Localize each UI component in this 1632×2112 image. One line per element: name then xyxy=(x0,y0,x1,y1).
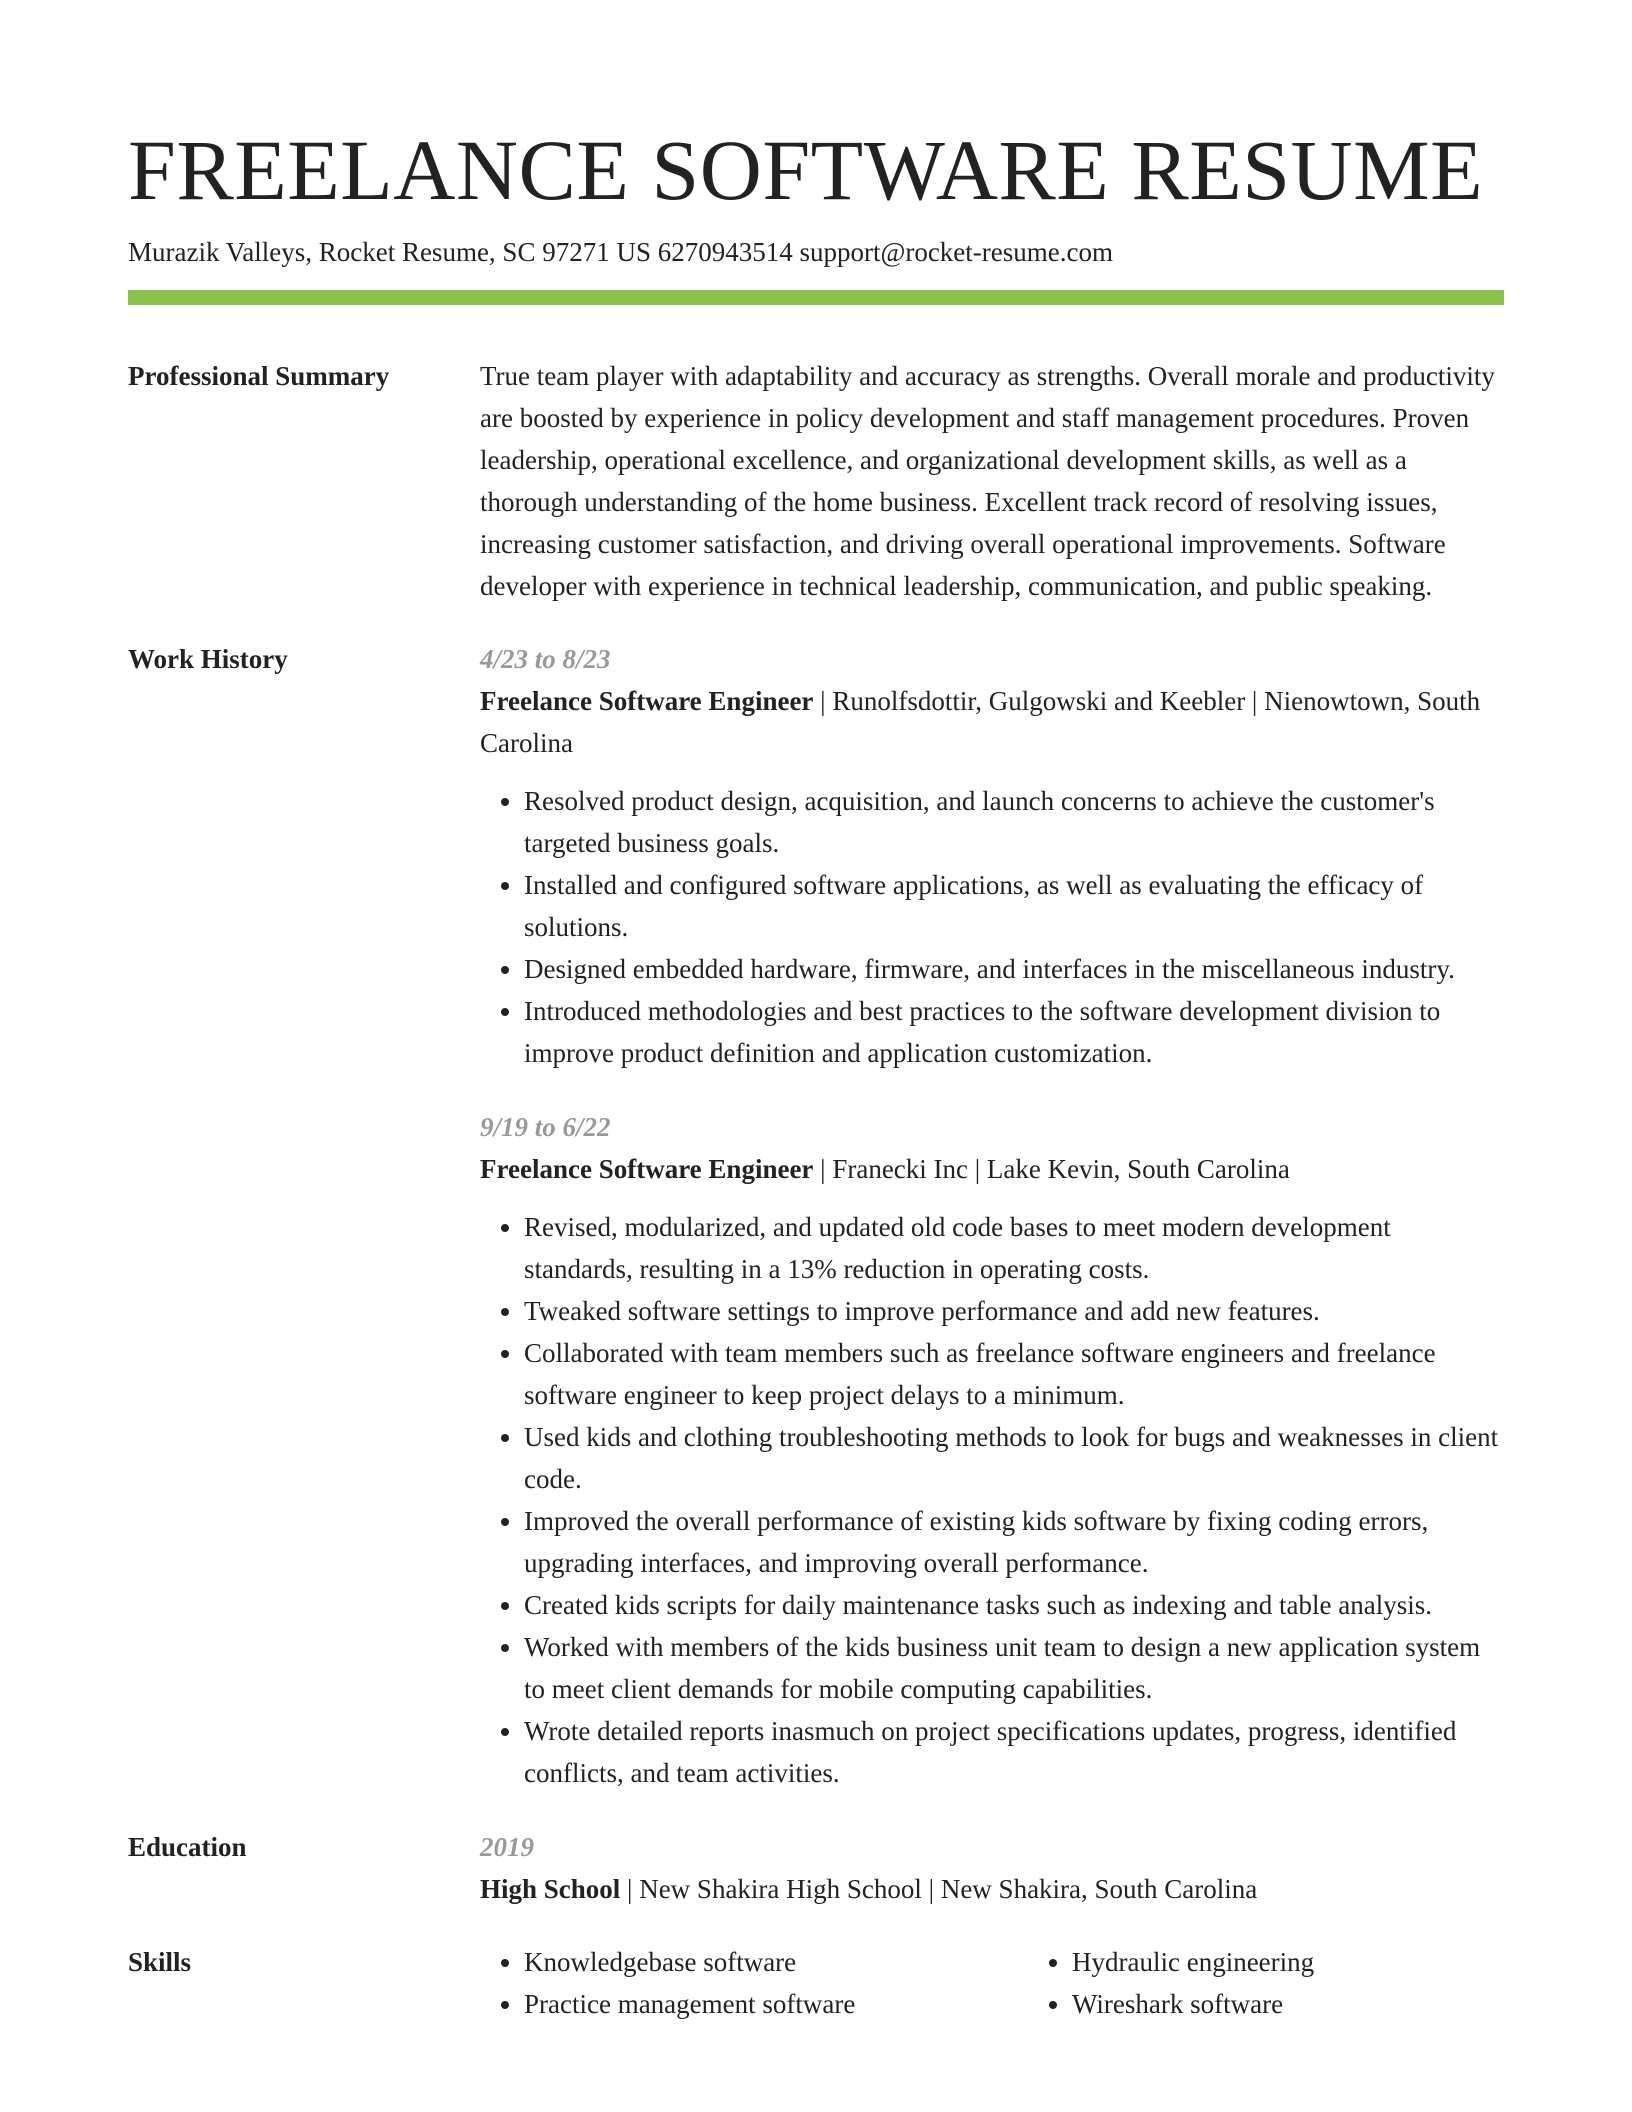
contact-line: Murazik Valleys, Rocket Resume, SC 97271 US 6270943514 support@rocket-resume.com xyxy=(128,237,1113,267)
skills-column-left xyxy=(480,1941,1028,2025)
skills-column-right xyxy=(1028,1941,1576,2025)
work-history-body xyxy=(480,638,1504,1794)
education-section xyxy=(128,1826,1504,1910)
section-label-summary: Professional Summary xyxy=(128,361,390,391)
education-body xyxy=(480,1826,1504,1910)
job-heading xyxy=(480,680,1504,764)
job-bullet: • Used kids and clothing troubleshooting methods to look for bugs and weaknesses in client code. xyxy=(524,1416,1504,1500)
job-bullet: • Improved the overall performance of existing kids software by fixing coding errors, upgrading interfaces, and improving overall performance. xyxy=(524,1500,1504,1584)
skill-item: • Wireshark software xyxy=(1072,1983,1576,2025)
job-dates: 9/19 to 6/22 xyxy=(480,1112,611,1142)
job-title: Freelance Software Engineer xyxy=(480,686,814,716)
job-bullet: • Revised, modularized, and updated old code bases to meet modern development standards, resulting in a 13% reduction in operating costs. xyxy=(524,1206,1504,1290)
education-year: 2019 xyxy=(480,1832,534,1862)
skill-item: • Knowledgebase software xyxy=(524,1941,1028,1983)
job-bullet: • Tweaked software settings to improve performance and add new features. xyxy=(524,1290,1504,1332)
section-label-skills: Skills xyxy=(128,1947,192,1977)
job-dates: 4/23 to 8/23 xyxy=(480,644,611,674)
job-bullet: • Created kids scripts for daily maintenance tasks such as indexing and table analysis. xyxy=(524,1584,1504,1626)
job-details: | Franecki Inc | Lake Kevin, South Carolina xyxy=(813,1154,1290,1184)
skills-body xyxy=(480,1941,1576,2025)
job-details: | Runolfsdottir, Gulgowski and Keebler | Nienowtown, South Carolina xyxy=(480,686,1481,758)
job-bullets xyxy=(480,780,1504,1074)
summary-text: True team player with adaptability and accuracy as strengths. Overall morale and productivity are boosted by experience in policy development and staff management procedures. Proven leadership, operational excellence, and organizational development skills, as well as a thorough understanding of the home business. Excellent track record of resolving issues, increasing customer satisfaction, and driving overall operational improvements. Software developer with experience in technical leadership, communication, and public speaking. xyxy=(480,361,1495,601)
job-bullet: • Collaborated with team members such as freelance software engineers and freelance software engineer to keep project delays to a minimum. xyxy=(524,1332,1504,1416)
job-bullets xyxy=(480,1206,1504,1794)
job-bullet: • Resolved product design, acquisition, and launch concerns to achieve the customer's targeted business goals. xyxy=(524,780,1504,864)
education-degree: High School xyxy=(480,1874,621,1904)
skill-item: • Practice management software xyxy=(524,1983,1028,2025)
job-bullet: • Installed and configured software applications, as well as evaluating the efficacy of solutions. xyxy=(524,864,1504,948)
education-details: | New Shakira High School | New Shakira, South Carolina xyxy=(620,1874,1258,1904)
resume-title: FREELANCE SOFTWARE RESUME xyxy=(128,122,1484,218)
job-heading xyxy=(480,1148,1504,1190)
section-label-work: Work History xyxy=(128,644,288,674)
job-entry xyxy=(480,638,1504,1074)
skill-item: • Hydraulic engineering xyxy=(1072,1941,1576,1983)
accent-divider xyxy=(128,290,1504,305)
education-heading xyxy=(480,1868,1504,1910)
resume-page xyxy=(128,118,1504,2025)
job-title: Freelance Software Engineer xyxy=(480,1154,814,1184)
work-history-section xyxy=(128,638,1504,1794)
section-label-education: Education xyxy=(128,1832,247,1862)
job-bullet: • Introduced methodologies and best practices to the software development division to improve product definition and application customization. xyxy=(524,990,1504,1074)
skills-section xyxy=(128,1941,1504,2025)
job-bullet: • Designed embedded hardware, firmware, and interfaces in the miscellaneous industry. xyxy=(524,948,1504,990)
professional-summary-section xyxy=(128,355,1504,607)
job-bullet: • Worked with members of the kids business unit team to design a new application system to meet client demands for mobile computing capabilities. xyxy=(524,1626,1504,1710)
job-bullet: • Wrote detailed reports inasmuch on project specifications updates, progress, identified conflicts, and team activities. xyxy=(524,1710,1504,1794)
job-entry xyxy=(480,1106,1504,1794)
